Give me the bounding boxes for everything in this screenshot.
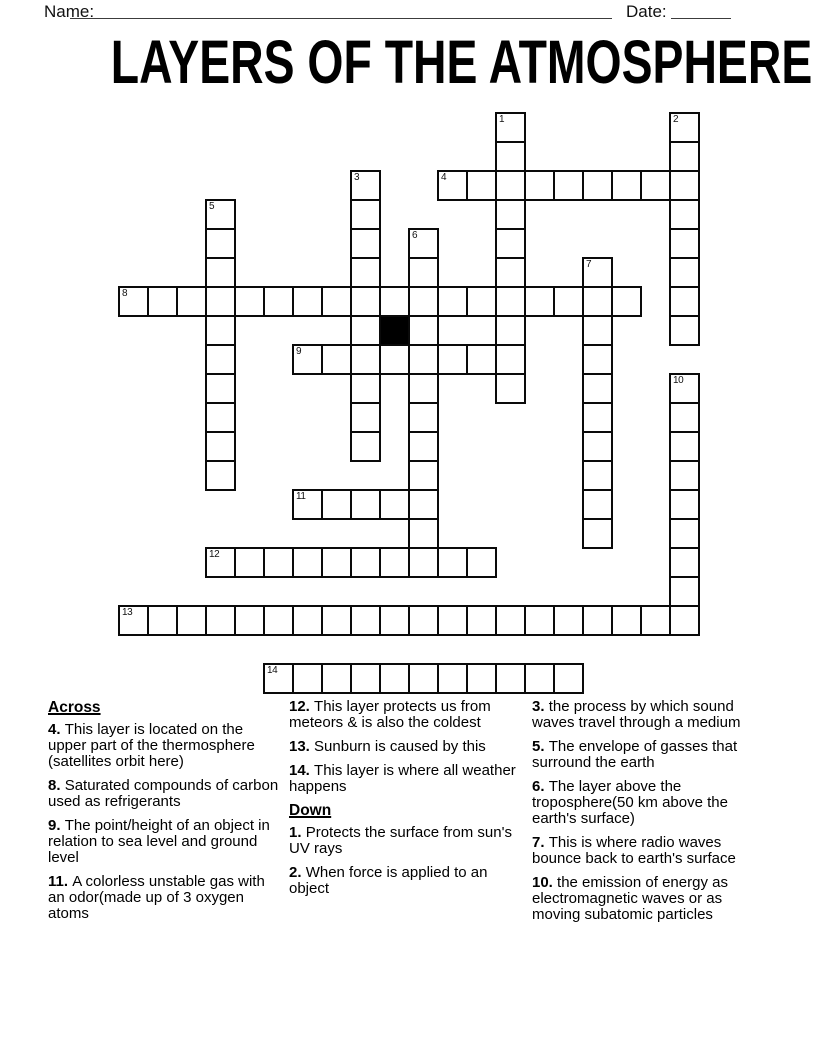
grid-cell-r6c3[interactable] — [205, 286, 236, 317]
clue-number: 3. — [532, 698, 549, 715]
clue-9 — [48, 818, 280, 866]
grid-cell-r5c8[interactable] — [350, 257, 381, 288]
grid-cell-r4c13[interactable] — [495, 228, 526, 259]
clue-12 — [289, 699, 518, 731]
grid-cell-r4c3[interactable] — [205, 228, 236, 259]
grid-cell-r2c15[interactable] — [553, 170, 584, 201]
cell-number: 9 — [296, 346, 302, 357]
grid-cell-r17c10[interactable] — [408, 605, 439, 636]
grid-cell-r3c8[interactable] — [350, 199, 381, 230]
page-title: LAYERS OF THE ATMOSPHERE — [110, 28, 813, 96]
grid-cell-r17c12[interactable] — [466, 605, 497, 636]
clue-number: 6. — [532, 778, 549, 795]
grid-cell-r2c14[interactable] — [524, 170, 555, 201]
grid-cell-r7c13[interactable] — [495, 315, 526, 346]
grid-cell-r2c11[interactable] — [437, 170, 468, 201]
grid-cell-r12c16[interactable] — [582, 460, 613, 491]
grid-cell-r15c6[interactable] — [292, 547, 323, 578]
clue-10 — [532, 875, 763, 923]
grid-cell-r10c19[interactable] — [669, 402, 700, 433]
clue-column-1 — [48, 699, 280, 930]
grid-cell-r6c13[interactable] — [495, 286, 526, 317]
grid-cell-r2c19[interactable] — [669, 170, 700, 201]
grid-cell-r8c7[interactable] — [321, 344, 352, 375]
grid-cell-r13c7[interactable] — [321, 489, 352, 520]
grid-cell-r14c16[interactable] — [582, 518, 613, 549]
grid-cell-r13c6[interactable] — [292, 489, 323, 520]
grid-cell-r0c19[interactable] — [669, 112, 700, 143]
grid-cell-r9c8[interactable] — [350, 373, 381, 404]
clue-text: When force is applied to an object — [289, 864, 488, 897]
grid-cell-r16c19[interactable] — [669, 576, 700, 607]
grid-cell-r11c10[interactable] — [408, 431, 439, 462]
grid-cell-r6c17[interactable] — [611, 286, 642, 317]
grid-cell-r19c6[interactable] — [292, 663, 323, 694]
grid-cell-r19c11[interactable] — [437, 663, 468, 694]
grid-cell-r19c7[interactable] — [321, 663, 352, 694]
grid-cell-r5c19[interactable] — [669, 257, 700, 288]
clue-list-header-down: Down — [289, 802, 332, 819]
cell-number: 3 — [354, 172, 360, 183]
grid-cell-r12c19[interactable] — [669, 460, 700, 491]
grid-cell-r12c3[interactable] — [205, 460, 236, 491]
grid-cell-r5c13[interactable] — [495, 257, 526, 288]
grid-cell-r7c10[interactable] — [408, 315, 439, 346]
grid-cell-r8c12[interactable] — [466, 344, 497, 375]
grid-cell-r11c19[interactable] — [669, 431, 700, 462]
grid-cell-r3c3[interactable] — [205, 199, 236, 230]
date-label: Date: — [626, 2, 667, 21]
grid-cell-r17c0[interactable] — [118, 605, 149, 636]
grid-cell-r8c6[interactable] — [292, 344, 323, 375]
grid-cell-r6c2[interactable] — [176, 286, 207, 317]
grid-cell-r17c18[interactable] — [640, 605, 671, 636]
grid-cell-r7c19[interactable] — [669, 315, 700, 346]
clue-13 — [289, 739, 518, 755]
clue-text: the process by which sound waves travel through a medium — [532, 698, 741, 731]
black-cell — [379, 315, 410, 346]
grid-cell-r15c4[interactable] — [234, 547, 265, 578]
grid-cell-r9c19[interactable] — [669, 373, 700, 404]
grid-cell-r2c8[interactable] — [350, 170, 381, 201]
grid-cell-r2c16[interactable] — [582, 170, 613, 201]
grid-cell-r17c14[interactable] — [524, 605, 555, 636]
grid-cell-r13c8[interactable] — [350, 489, 381, 520]
grid-cell-r15c9[interactable] — [379, 547, 410, 578]
clue-text: This layer protects us from meteors & is also the coldest — [289, 698, 491, 731]
clue-11 — [48, 874, 280, 922]
grid-cell-r6c10[interactable] — [408, 286, 439, 317]
grid-cell-r7c8[interactable] — [350, 315, 381, 346]
grid-cell-r13c10[interactable] — [408, 489, 439, 520]
cell-number: 13 — [122, 607, 133, 618]
grid-cell-r3c19[interactable] — [669, 199, 700, 230]
clue-number: 7. — [532, 834, 549, 851]
grid-cell-r17c13[interactable] — [495, 605, 526, 636]
grid-cell-r19c8[interactable] — [350, 663, 381, 694]
clue-number: 13. — [289, 738, 315, 755]
grid-cell-r1c19[interactable] — [669, 141, 700, 172]
grid-cell-r8c13[interactable] — [495, 344, 526, 375]
grid-cell-r17c11[interactable] — [437, 605, 468, 636]
grid-cell-r11c3[interactable] — [205, 431, 236, 462]
grid-cell-r15c11[interactable] — [437, 547, 468, 578]
grid-cell-r6c9[interactable] — [379, 286, 410, 317]
grid-cell-r19c15[interactable] — [553, 663, 584, 694]
cell-number: 1 — [499, 114, 505, 125]
clue-text: Saturated compounds of carbon used as refrigerants — [48, 777, 279, 810]
clue-text: the emission of energy as electromagnetic waves or as moving subatomic particles — [532, 874, 728, 923]
cell-number: 10 — [673, 375, 684, 386]
clue-number: 12. — [289, 698, 315, 715]
grid-cell-r19c12[interactable] — [466, 663, 497, 694]
grid-cell-r6c19[interactable] — [669, 286, 700, 317]
grid-cell-r17c1[interactable] — [147, 605, 178, 636]
clue-7 — [532, 835, 763, 867]
grid-cell-r6c4[interactable] — [234, 286, 265, 317]
grid-cell-r17c7[interactable] — [321, 605, 352, 636]
grid-cell-r0c13[interactable] — [495, 112, 526, 143]
clue-text: This layer is located on the upper part of the thermosphere (satellites orbit here) — [48, 721, 255, 770]
grid-cell-r10c8[interactable] — [350, 402, 381, 433]
title-wrap — [0, 28, 816, 96]
grid-cell-r7c16[interactable] — [582, 315, 613, 346]
grid-cell-r2c18[interactable] — [640, 170, 671, 201]
grid-cell-r4c19[interactable] — [669, 228, 700, 259]
name-label: Name: — [44, 2, 95, 21]
clue-text: The point/height of an object in relation to sea level and ground level — [48, 817, 270, 866]
cell-number: 14 — [267, 665, 278, 676]
clue-6 — [532, 779, 763, 827]
cell-number: 12 — [209, 549, 220, 560]
grid-cell-r10c10[interactable] — [408, 402, 439, 433]
name-input-line[interactable] — [70, 1, 612, 19]
grid-cell-r10c16[interactable] — [582, 402, 613, 433]
clue-text: This layer is where all weather happens — [289, 762, 516, 795]
grid-cell-r6c12[interactable] — [466, 286, 497, 317]
grid-cell-r13c16[interactable] — [582, 489, 613, 520]
clue-number: 5. — [532, 738, 549, 755]
grid-cell-r6c7[interactable] — [321, 286, 352, 317]
grid-cell-r15c10[interactable] — [408, 547, 439, 578]
grid-cell-r12c10[interactable] — [408, 460, 439, 491]
grid-cell-r15c8[interactable] — [350, 547, 381, 578]
clue-text: The envelope of gasses that surround the earth — [532, 738, 738, 771]
clue-2 — [289, 865, 518, 897]
grid-cell-r17c4[interactable] — [234, 605, 265, 636]
grid-cell-r9c10[interactable] — [408, 373, 439, 404]
grid-cell-r5c10[interactable] — [408, 257, 439, 288]
grid-cell-r10c3[interactable] — [205, 402, 236, 433]
grid-cell-r17c9[interactable] — [379, 605, 410, 636]
grid-cell-r5c3[interactable] — [205, 257, 236, 288]
clue-number: 4. — [48, 721, 65, 738]
grid-cell-r3c13[interactable] — [495, 199, 526, 230]
grid-cell-r19c13[interactable] — [495, 663, 526, 694]
grid-cell-r9c13[interactable] — [495, 373, 526, 404]
grid-cell-r15c3[interactable] — [205, 547, 236, 578]
grid-cell-r17c17[interactable] — [611, 605, 642, 636]
grid-cell-r6c6[interactable] — [292, 286, 323, 317]
clue-text: Sunburn is caused by this — [314, 738, 486, 755]
grid-cell-r8c8[interactable] — [350, 344, 381, 375]
grid-cell-r1c13[interactable] — [495, 141, 526, 172]
grid-cell-r13c19[interactable] — [669, 489, 700, 520]
grid-cell-r17c8[interactable] — [350, 605, 381, 636]
grid-cell-r14c19[interactable] — [669, 518, 700, 549]
grid-cell-r15c7[interactable] — [321, 547, 352, 578]
clue-8 — [48, 778, 280, 810]
clue-number: 9. — [48, 817, 65, 834]
cell-number: 5 — [209, 201, 215, 212]
clue-text: A colorless unstable gas with an odor(made up of 3 oxygen atoms — [48, 873, 265, 922]
clue-4 — [48, 722, 280, 770]
grid-cell-r5c16[interactable] — [582, 257, 613, 288]
grid-cell-r13c9[interactable] — [379, 489, 410, 520]
grid-cell-r11c8[interactable] — [350, 431, 381, 462]
clue-number: 2. — [289, 864, 306, 881]
clue-text: This is where radio waves bounce back to earth's surface — [532, 834, 736, 867]
grid-cell-r19c5[interactable] — [263, 663, 294, 694]
cell-number: 7 — [586, 259, 592, 270]
clue-number: 14. — [289, 762, 315, 779]
grid-cell-r15c12[interactable] — [466, 547, 497, 578]
grid-cell-r8c9[interactable] — [379, 344, 410, 375]
grid-cell-r15c5[interactable] — [263, 547, 294, 578]
grid-cell-r4c8[interactable] — [350, 228, 381, 259]
grid-cell-r8c11[interactable] — [437, 344, 468, 375]
clue-1 — [289, 825, 518, 857]
clue-number: 8. — [48, 777, 65, 794]
crossword-grid — [118, 112, 702, 696]
grid-cell-r7c3[interactable] — [205, 315, 236, 346]
grid-cell-r6c1[interactable] — [147, 286, 178, 317]
clue-14 — [289, 763, 518, 795]
clue-5 — [532, 739, 763, 771]
clue-number: 1. — [289, 824, 306, 841]
grid-cell-r17c15[interactable] — [553, 605, 584, 636]
clue-number: 11. — [48, 873, 73, 890]
cell-number: 2 — [673, 114, 679, 125]
clue-list-header-across: Across — [48, 699, 101, 716]
date-input-line[interactable] — [671, 1, 731, 19]
clue-number: 10. — [532, 874, 558, 891]
grid-cell-r2c17[interactable] — [611, 170, 642, 201]
grid-cell-r11c16[interactable] — [582, 431, 613, 462]
grid-cell-r17c3[interactable] — [205, 605, 236, 636]
grid-cell-r17c6[interactable] — [292, 605, 323, 636]
cell-number: 4 — [441, 172, 447, 183]
grid-cell-r8c3[interactable] — [205, 344, 236, 375]
clue-column-2 — [289, 699, 518, 905]
grid-cell-r8c16[interactable] — [582, 344, 613, 375]
grid-cell-r6c14[interactable] — [524, 286, 555, 317]
grid-cell-r6c16[interactable] — [582, 286, 613, 317]
cell-number: 8 — [122, 288, 128, 299]
grid-cell-r6c15[interactable] — [553, 286, 584, 317]
clue-column-3 — [532, 699, 763, 931]
grid-cell-r8c10[interactable] — [408, 344, 439, 375]
grid-cell-r9c3[interactable] — [205, 373, 236, 404]
grid-cell-r17c16[interactable] — [582, 605, 613, 636]
grid-cell-r6c0[interactable] — [118, 286, 149, 317]
grid-cell-r19c10[interactable] — [408, 663, 439, 694]
clue-text: Protects the surface from sun's UV rays — [289, 824, 512, 857]
grid-cell-r6c8[interactable] — [350, 286, 381, 317]
grid-cell-r19c14[interactable] — [524, 663, 555, 694]
cell-number: 11 — [296, 491, 306, 502]
grid-cell-r9c16[interactable] — [582, 373, 613, 404]
grid-cell-r6c11[interactable] — [437, 286, 468, 317]
grid-cell-r2c12[interactable] — [466, 170, 497, 201]
grid-cell-r17c2[interactable] — [176, 605, 207, 636]
grid-cell-r14c10[interactable] — [408, 518, 439, 549]
grid-cell-r4c10[interactable] — [408, 228, 439, 259]
grid-cell-r2c13[interactable] — [495, 170, 526, 201]
grid-cell-r19c9[interactable] — [379, 663, 410, 694]
grid-cell-r15c19[interactable] — [669, 547, 700, 578]
grid-cell-r17c5[interactable] — [263, 605, 294, 636]
cell-number: 6 — [412, 230, 418, 241]
grid-cell-r17c19[interactable] — [669, 605, 700, 636]
grid-cell-r6c5[interactable] — [263, 286, 294, 317]
clue-text: The layer above the troposphere(50 km above the earth's surface) — [532, 778, 728, 827]
clue-3 — [532, 699, 763, 731]
